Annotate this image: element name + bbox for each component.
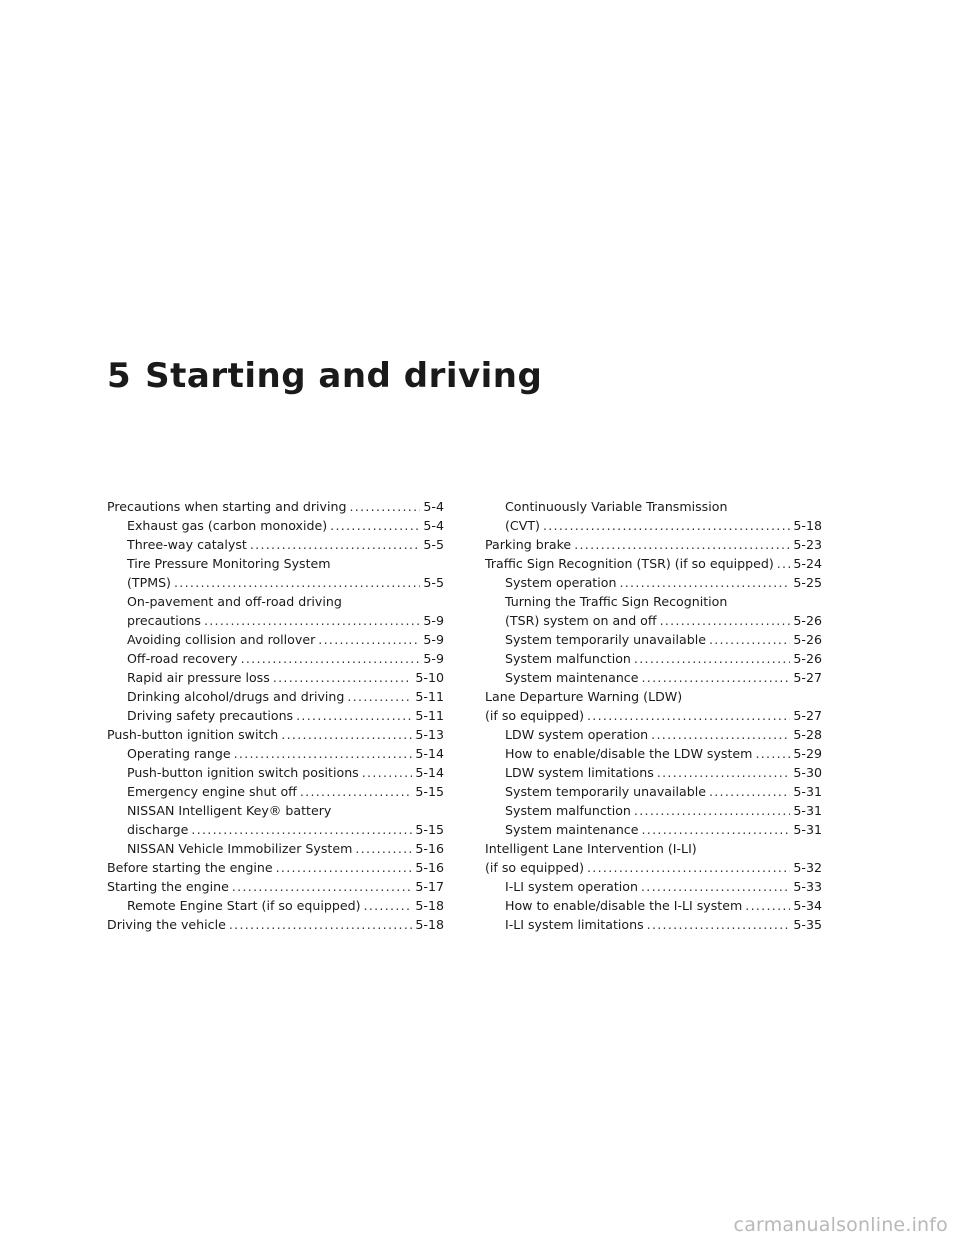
- toc-entry-title: Exhaust gas (carbon monoxide): [127, 518, 328, 533]
- toc-page-number: 5-4: [423, 518, 444, 533]
- toc-entry[interactable]: [107, 801, 444, 839]
- toc-entry-title: NISSAN Vehicle Immobilizer System: [127, 841, 353, 856]
- toc-entry-title: Parking brake: [485, 537, 572, 552]
- toc-entry-row: [505, 649, 822, 668]
- toc-entry-row: [127, 668, 444, 687]
- dot-leader: [347, 687, 412, 706]
- toc-entry[interactable]: [485, 877, 822, 896]
- toc-entry-row: [505, 668, 822, 687]
- dot-leader: [709, 782, 790, 801]
- toc-page-number: 5-26: [793, 651, 822, 666]
- toc-entry[interactable]: [485, 782, 822, 801]
- dot-leader: [273, 668, 413, 687]
- toc-entry-row: [485, 554, 822, 573]
- toc-entry-row: [505, 820, 822, 839]
- toc-entry-title-line: Turning the Traffic Sign Recognition: [505, 594, 728, 609]
- toc-entry[interactable]: [485, 820, 822, 839]
- dot-leader: [229, 915, 413, 934]
- toc-entry-row: [485, 706, 822, 725]
- toc-page-number: 5-11: [415, 689, 444, 704]
- toc-page-number: 5-28: [793, 727, 822, 742]
- toc-entry[interactable]: [107, 782, 444, 801]
- toc-page-number: 5-24: [793, 556, 822, 571]
- chapter-title: [107, 356, 542, 396]
- toc-entry-row: [505, 877, 822, 896]
- toc-page-number: 5-31: [793, 803, 822, 818]
- toc-entry[interactable]: [107, 535, 444, 554]
- toc-entry[interactable]: [485, 744, 822, 763]
- toc-page-number: 5-34: [793, 898, 822, 913]
- toc-entry[interactable]: [107, 630, 444, 649]
- dot-leader: [657, 763, 791, 782]
- toc-page-number: 5-23: [793, 537, 822, 552]
- toc-page-number: 5-4: [423, 499, 444, 514]
- toc-entry-title: Precautions when starting and driving: [107, 499, 347, 514]
- dot-leader: [281, 725, 412, 744]
- dot-leader: [755, 744, 790, 763]
- toc-page-number: 5-26: [793, 632, 822, 647]
- dot-leader: [330, 516, 420, 535]
- toc-entry[interactable]: [107, 497, 444, 516]
- toc-entry-title: Operating range: [127, 746, 231, 761]
- chapter-title-text: Starting and driving: [145, 356, 543, 396]
- dot-leader: [241, 649, 421, 668]
- toc-entry-title: Driving safety precautions: [127, 708, 294, 723]
- toc-entry[interactable]: [485, 725, 822, 744]
- dot-leader: [355, 839, 412, 858]
- toc-entry[interactable]: [107, 649, 444, 668]
- toc-entry-row: [505, 896, 822, 915]
- toc-entry[interactable]: [485, 915, 822, 934]
- toc-entry-row: [127, 516, 444, 535]
- toc-page-number: 5-31: [793, 784, 822, 799]
- toc-entry-title: I-LI system operation: [505, 879, 638, 894]
- toc-entry-title: (if so equipped): [485, 860, 584, 875]
- toc-page-number: 5-10: [415, 670, 444, 685]
- toc-page-number: 5-9: [423, 632, 444, 647]
- toc-page-number: 5-18: [793, 518, 822, 533]
- toc-entry-title: Push-button ignition switch positions: [127, 765, 359, 780]
- dot-leader: [364, 896, 413, 915]
- footer-watermark: carmanualsonline.info: [733, 1214, 948, 1236]
- dot-leader: [641, 820, 790, 839]
- toc-entry-title: (CVT): [505, 518, 540, 533]
- toc-entry-title: (if so equipped): [485, 708, 584, 723]
- toc-entry-row: [505, 725, 822, 744]
- toc-entry-title: Traffic Sign Recognition (TSR) (if so equipped): [485, 556, 774, 571]
- toc-entry-row: [127, 573, 444, 592]
- toc-entry-row: [505, 744, 822, 763]
- toc-column-left: [107, 497, 444, 934]
- toc-entry-row: [127, 630, 444, 649]
- dot-leader: [174, 573, 420, 592]
- toc-entry[interactable]: [485, 839, 822, 877]
- chapter-number: 5: [107, 356, 132, 396]
- dot-leader: [777, 554, 791, 573]
- dot-leader: [234, 744, 413, 763]
- dot-leader: [634, 801, 791, 820]
- dot-leader: [574, 535, 790, 554]
- toc-page-number: 5-14: [415, 765, 444, 780]
- toc-page-number: 5-5: [423, 575, 444, 590]
- toc-entry-title: LDW system limitations: [505, 765, 654, 780]
- toc-entry-row: [127, 839, 444, 858]
- toc-entry-title: Remote Engine Start (if so equipped): [127, 898, 361, 913]
- dot-leader: [543, 516, 790, 535]
- toc-entry[interactable]: [485, 801, 822, 820]
- toc-entry-row: [107, 915, 444, 934]
- toc-entry[interactable]: [485, 592, 822, 630]
- toc-entry[interactable]: [107, 763, 444, 782]
- toc-entry-title: System maintenance: [505, 822, 639, 837]
- toc-entry[interactable]: [107, 668, 444, 687]
- toc-entry-title-line: On-pavement and off-road driving: [127, 594, 342, 609]
- toc-entry[interactable]: [485, 649, 822, 668]
- dot-leader: [587, 706, 790, 725]
- toc-entry[interactable]: [107, 839, 444, 858]
- dot-leader: [191, 820, 412, 839]
- dot-leader: [634, 649, 791, 668]
- toc-entry[interactable]: [485, 630, 822, 649]
- toc-entry[interactable]: [107, 725, 444, 744]
- toc-entry-title-line: Continuously Variable Transmission: [505, 499, 728, 514]
- toc-page-number: 5-15: [415, 784, 444, 799]
- toc-page-number: 5-18: [415, 917, 444, 932]
- toc-entry-title: precautions: [127, 613, 201, 628]
- toc-entry-row: [485, 858, 822, 877]
- toc-entry[interactable]: [107, 858, 444, 877]
- toc-entry-title-line: Intelligent Lane Intervention (I-LI): [485, 841, 697, 856]
- dot-leader: [296, 706, 412, 725]
- toc-entry[interactable]: [485, 497, 822, 535]
- toc-entry[interactable]: [107, 592, 444, 630]
- toc-entry-title-line: NISSAN Intelligent Key® battery: [127, 803, 332, 818]
- toc-entry[interactable]: [485, 896, 822, 915]
- toc-entry-title: System operation: [505, 575, 617, 590]
- toc-entry-row: [107, 858, 444, 877]
- toc-page-number: 5-16: [415, 860, 444, 875]
- toc-entry-title: System malfunction: [505, 651, 631, 666]
- toc-entry-row: [127, 820, 444, 839]
- toc-page-number: 5-35: [793, 917, 822, 932]
- toc-page-number: 5-26: [793, 613, 822, 628]
- toc-entry-title: Avoiding collision and rollover: [127, 632, 316, 647]
- toc-entry-row: [127, 744, 444, 763]
- toc-entry-title: Before starting the engine: [107, 860, 273, 875]
- dot-leader: [641, 668, 790, 687]
- dot-leader: [300, 782, 413, 801]
- toc-entry-title: Rapid air pressure loss: [127, 670, 270, 685]
- toc-entry-row: [505, 915, 822, 934]
- dot-leader: [641, 877, 790, 896]
- toc-entry-row: [107, 877, 444, 896]
- toc-entry[interactable]: [107, 744, 444, 763]
- toc-entry-title: discharge: [127, 822, 189, 837]
- toc-entry-title: System temporarily unavailable: [505, 784, 706, 799]
- toc-entry-row: [127, 649, 444, 668]
- toc-entry[interactable]: [107, 915, 444, 934]
- toc-entry-title: System malfunction: [505, 803, 631, 818]
- toc-entry[interactable]: [485, 763, 822, 782]
- toc-page-number: 5-14: [415, 746, 444, 761]
- toc-page-number: 5-32: [793, 860, 822, 875]
- toc-entry-title-line: Tire Pressure Monitoring System: [127, 556, 331, 571]
- toc-entry-title-line: Lane Departure Warning (LDW): [485, 689, 683, 704]
- dot-leader: [619, 573, 790, 592]
- toc-entry-title: Drinking alcohol/drugs and driving: [127, 689, 345, 704]
- toc-entry[interactable]: [107, 554, 444, 592]
- toc-entry-title: (TPMS): [127, 575, 171, 590]
- toc-entry[interactable]: [107, 516, 444, 535]
- toc-page-number: 5-11: [415, 708, 444, 723]
- dot-leader: [745, 896, 790, 915]
- toc-page-number: 5-18: [415, 898, 444, 913]
- toc-entry-title: Three-way catalyst: [127, 537, 247, 552]
- toc-page-number: 5-30: [793, 765, 822, 780]
- toc-entry[interactable]: [107, 896, 444, 915]
- dot-leader: [362, 763, 413, 782]
- dot-leader: [647, 915, 791, 934]
- toc-page-number: 5-29: [793, 746, 822, 761]
- toc-entry[interactable]: [107, 877, 444, 896]
- toc-column-right: [485, 497, 822, 934]
- toc-entry-row: [505, 801, 822, 820]
- dot-leader: [276, 858, 413, 877]
- toc-page-number: 5-5: [423, 537, 444, 552]
- toc-entry-row: [127, 687, 444, 706]
- toc-entry-row: [505, 782, 822, 801]
- toc-entry-title: Emergency engine shut off: [127, 784, 297, 799]
- dot-leader: [709, 630, 790, 649]
- dot-leader: [651, 725, 790, 744]
- toc-entry-row: [505, 630, 822, 649]
- dot-leader: [660, 611, 791, 630]
- toc-entry-row: [107, 497, 444, 516]
- toc-entry-title: Push-button ignition switch: [107, 727, 279, 742]
- toc-entry-title: LDW system operation: [505, 727, 649, 742]
- toc-entry-row: [505, 611, 822, 630]
- toc-entry-row: [127, 706, 444, 725]
- toc-page-number: 5-17: [415, 879, 444, 894]
- toc-entry-title: Driving the vehicle: [107, 917, 226, 932]
- toc-entry-title: System temporarily unavailable: [505, 632, 706, 647]
- toc-entry-row: [127, 763, 444, 782]
- toc-page-number: 5-9: [423, 651, 444, 666]
- toc-page-number: 5-27: [793, 670, 822, 685]
- toc-entry-row: [107, 725, 444, 744]
- toc-entry-row: [127, 535, 444, 554]
- toc-entry-title: How to enable/disable the LDW system: [505, 746, 753, 761]
- toc-page-number: 5-27: [793, 708, 822, 723]
- toc-entry-row: [127, 896, 444, 915]
- toc-page-number: 5-13: [415, 727, 444, 742]
- toc-entry[interactable]: [107, 687, 444, 706]
- toc-entry-row: [485, 535, 822, 554]
- toc-entry-row: [127, 782, 444, 801]
- toc-entry-title: (TSR) system on and off: [505, 613, 657, 628]
- toc-page-number: 5-33: [793, 879, 822, 894]
- toc-entry-title: System maintenance: [505, 670, 639, 685]
- toc-page-number: 5-16: [415, 841, 444, 856]
- toc-page-number: 5-25: [793, 575, 822, 590]
- toc-entry-title: Off-road recovery: [127, 651, 238, 666]
- toc-entry[interactable]: [485, 687, 822, 725]
- toc-entry[interactable]: [485, 668, 822, 687]
- toc-entry-row: [127, 611, 444, 630]
- toc-entry-title: I-LI system limitations: [505, 917, 644, 932]
- dot-leader: [318, 630, 420, 649]
- dot-leader: [250, 535, 421, 554]
- toc-page-number: 5-9: [423, 613, 444, 628]
- toc-entry-row: [505, 573, 822, 592]
- toc-entry[interactable]: [485, 554, 822, 573]
- toc-entry[interactable]: [107, 706, 444, 725]
- toc-entry[interactable]: [485, 535, 822, 554]
- toc-page-number: 5-15: [415, 822, 444, 837]
- toc-entry-row: [505, 516, 822, 535]
- dot-leader: [587, 858, 790, 877]
- dot-leader: [232, 877, 413, 896]
- toc-entry[interactable]: [485, 573, 822, 592]
- toc-entry-row: [505, 763, 822, 782]
- toc-entry-title: How to enable/disable the I-LI system: [505, 898, 743, 913]
- toc-entry-title: Starting the engine: [107, 879, 229, 894]
- dot-leader: [349, 497, 420, 516]
- dot-leader: [204, 611, 420, 630]
- toc-page-number: 5-31: [793, 822, 822, 837]
